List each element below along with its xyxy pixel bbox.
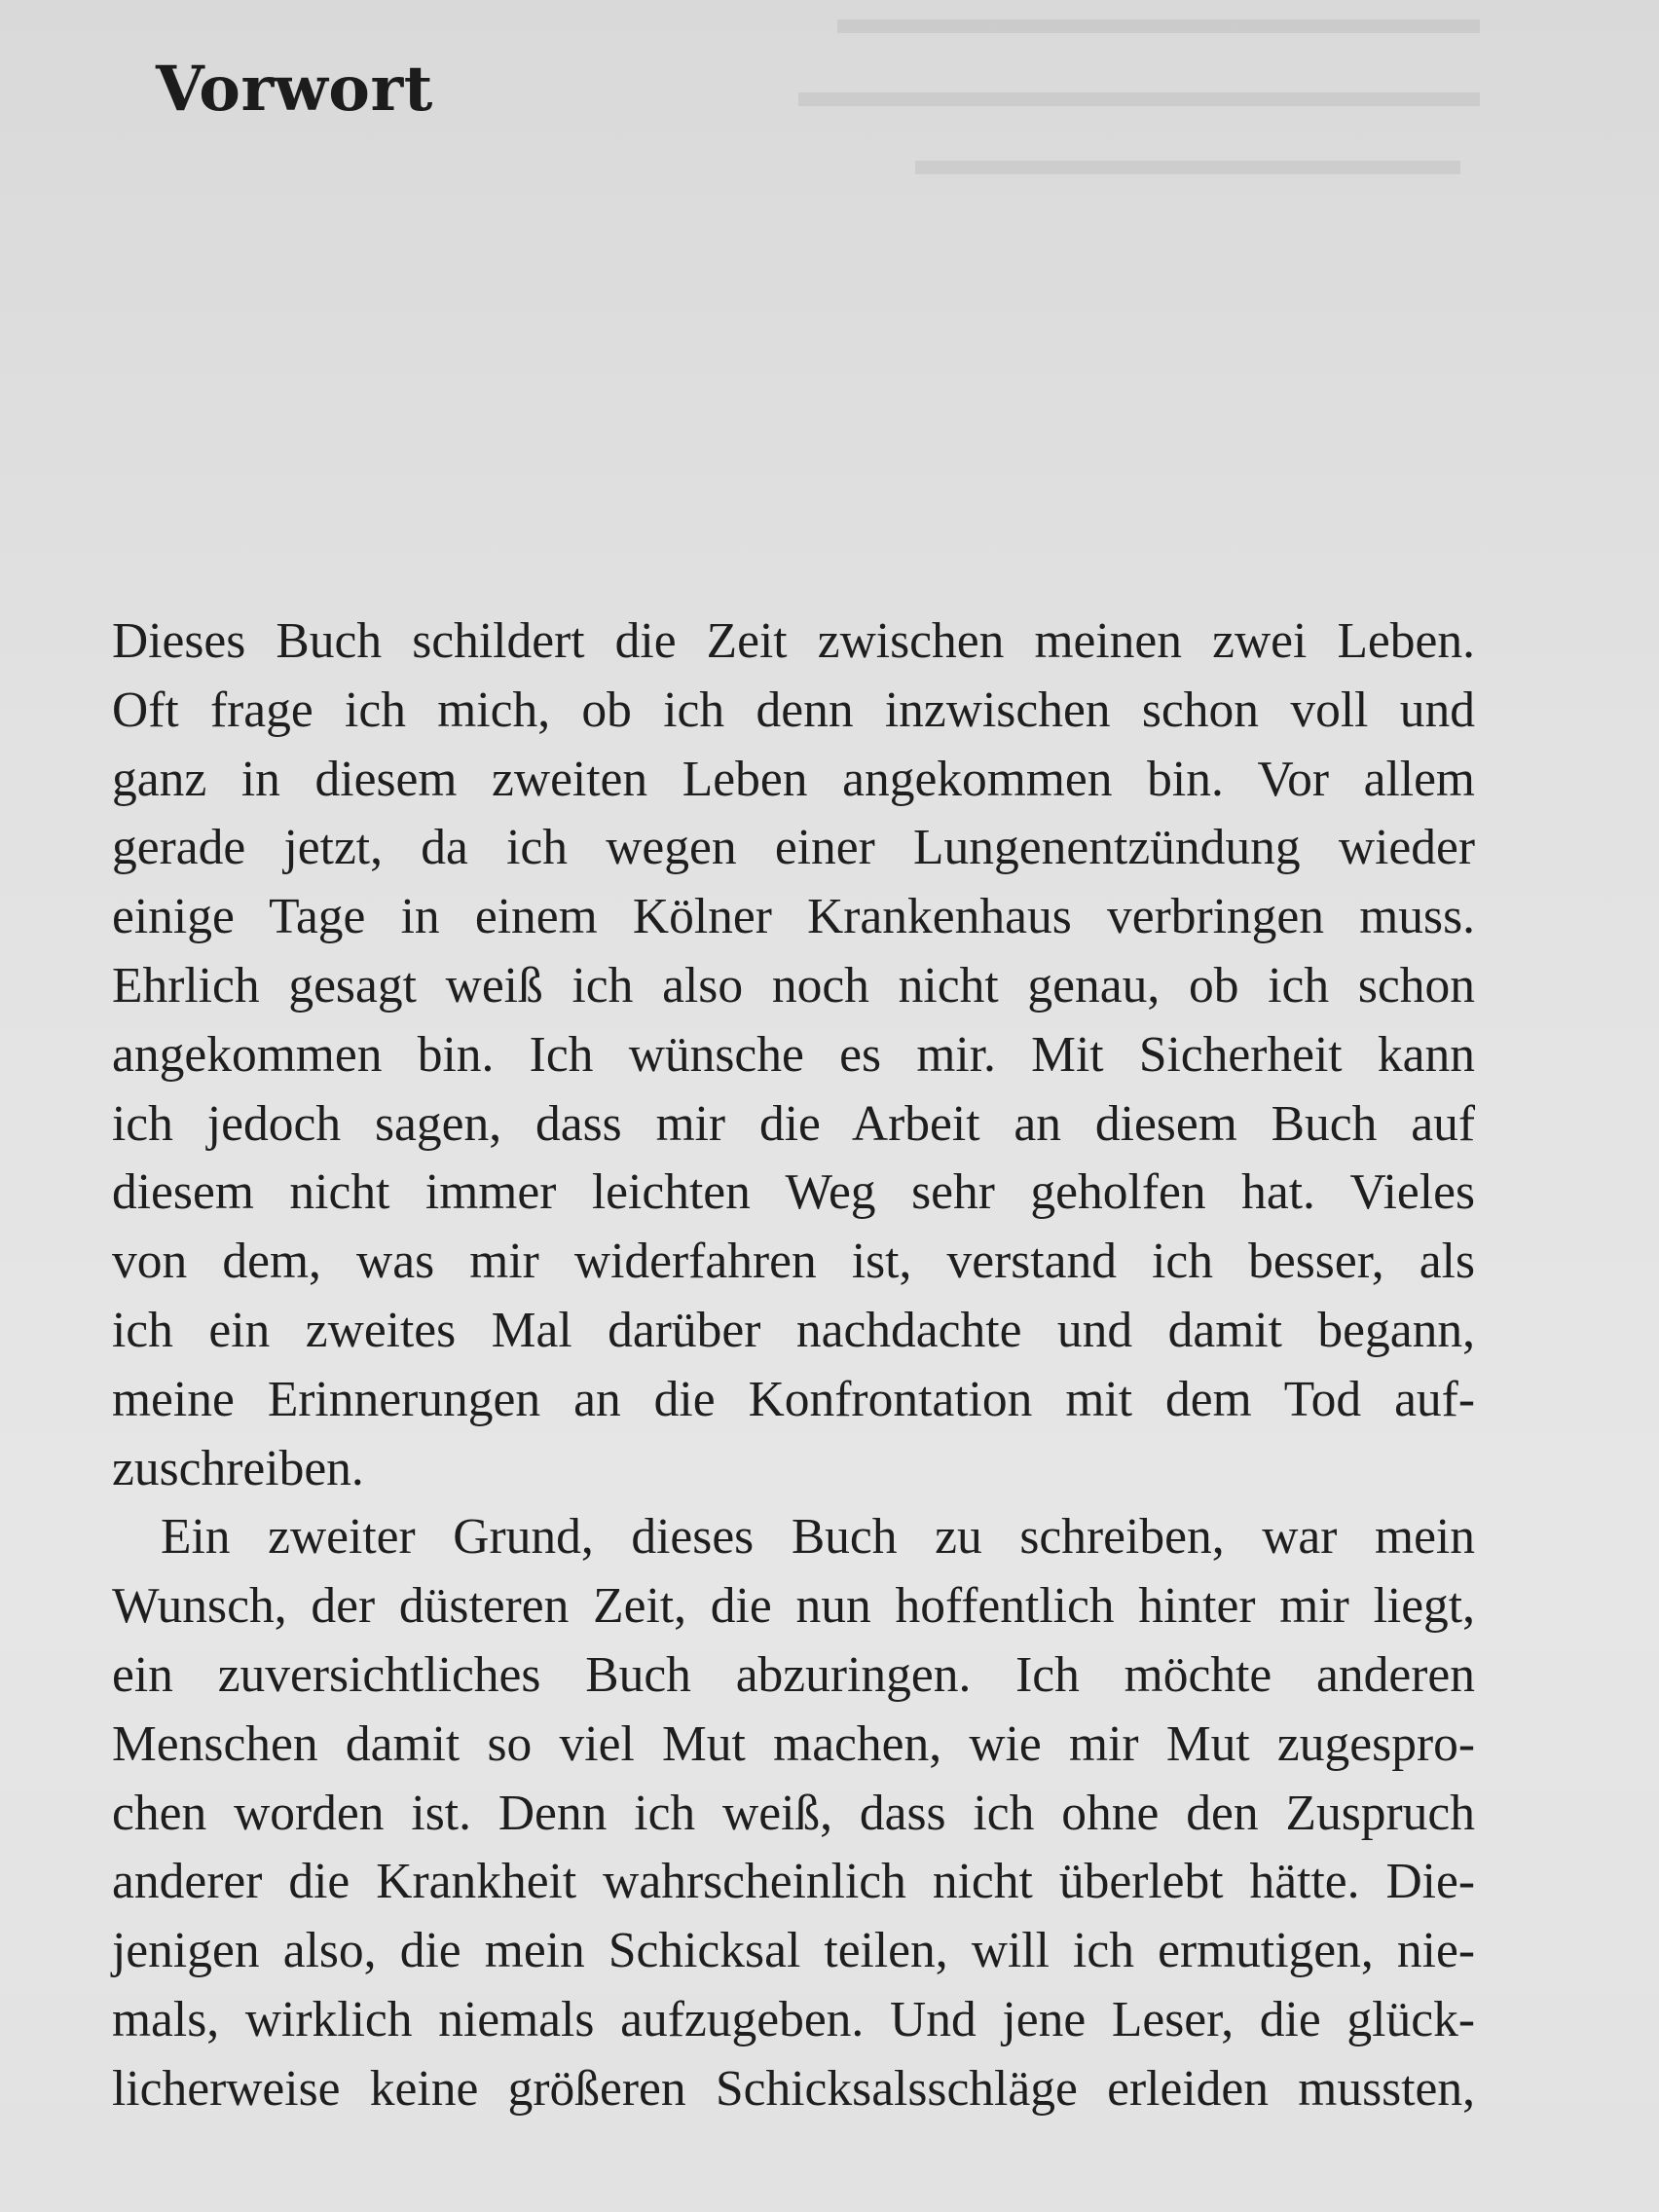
text-line: zuschreiben. bbox=[112, 1440, 364, 1496]
text-line: Oft frage ich mich, ob ich denn inzwischen schon voll und bbox=[112, 682, 1475, 738]
text-line: jenigen also, die mein Schicksal teilen, will ich ermutigen, nie- bbox=[112, 1923, 1475, 1979]
text-line: chen worden ist. Denn ich weiß, dass ich ohne den Zuspruch bbox=[112, 1785, 1475, 1841]
text-line: Menschen damit so viel Mut machen, wie mir Mut zugespro- bbox=[112, 1715, 1475, 1772]
text-line: Wunsch, der düsteren Zeit, die nun hoffentlich hinter mir liegt, bbox=[112, 1578, 1475, 1635]
text-line: anderer die Krankheit wahrscheinlich nicht überlebt hätte. Die- bbox=[112, 1854, 1475, 1910]
chapter-heading: Vorwort bbox=[156, 53, 433, 126]
text-line: Ehrlich gesagt weiß ich also noch nicht genau, ob ich schon bbox=[112, 957, 1475, 1014]
text-line: meine Erinnerungen an die Konfrontation mit dem Tod auf- bbox=[112, 1371, 1475, 1427]
text-line: ganz in diesem zweiten Leben angekommen bin. Vor allem bbox=[112, 751, 1475, 807]
text-line: Ein zweiter Grund, dieses Buch zu schreiben, war mein bbox=[161, 1509, 1475, 1566]
reverse-side-show-through bbox=[798, 0, 1597, 331]
text-line: ich ein zweites Mal darüber nachdachte und damit begann, bbox=[112, 1302, 1475, 1358]
body-text bbox=[112, 608, 1475, 2124]
text-line: diesem nicht immer leichten Weg sehr geholfen hat. Vieles bbox=[112, 1164, 1475, 1221]
text-line: von dem, was mir widerfahren ist, verstand ich besser, als bbox=[112, 1234, 1475, 1290]
text-line: ein zuversichtliches Buch abzuringen. Ich möchte anderen bbox=[112, 1646, 1475, 1703]
text-line: einige Tage in einem Kölner Krankenhaus verbringen muss. bbox=[112, 889, 1475, 945]
text-line: angekommen bin. Ich wünsche es mir. Mit Sicherheit kann bbox=[112, 1026, 1475, 1083]
text-line: ich jedoch sagen, dass mir die Arbeit an diesem Buch auf bbox=[112, 1095, 1475, 1152]
text-line: licherweise keine größeren Schicksalsschläge erleiden mussten, bbox=[112, 2060, 1475, 2117]
text-line: mals, wirklich niemals aufzugeben. Und jene Leser, die glück- bbox=[112, 1991, 1475, 2047]
text-line: Dieses Buch schildert die Zeit zwischen meinen zwei Leben. bbox=[112, 613, 1475, 669]
text-line: gerade jetzt, da ich wegen einer Lungenentzündung wieder bbox=[112, 820, 1475, 876]
